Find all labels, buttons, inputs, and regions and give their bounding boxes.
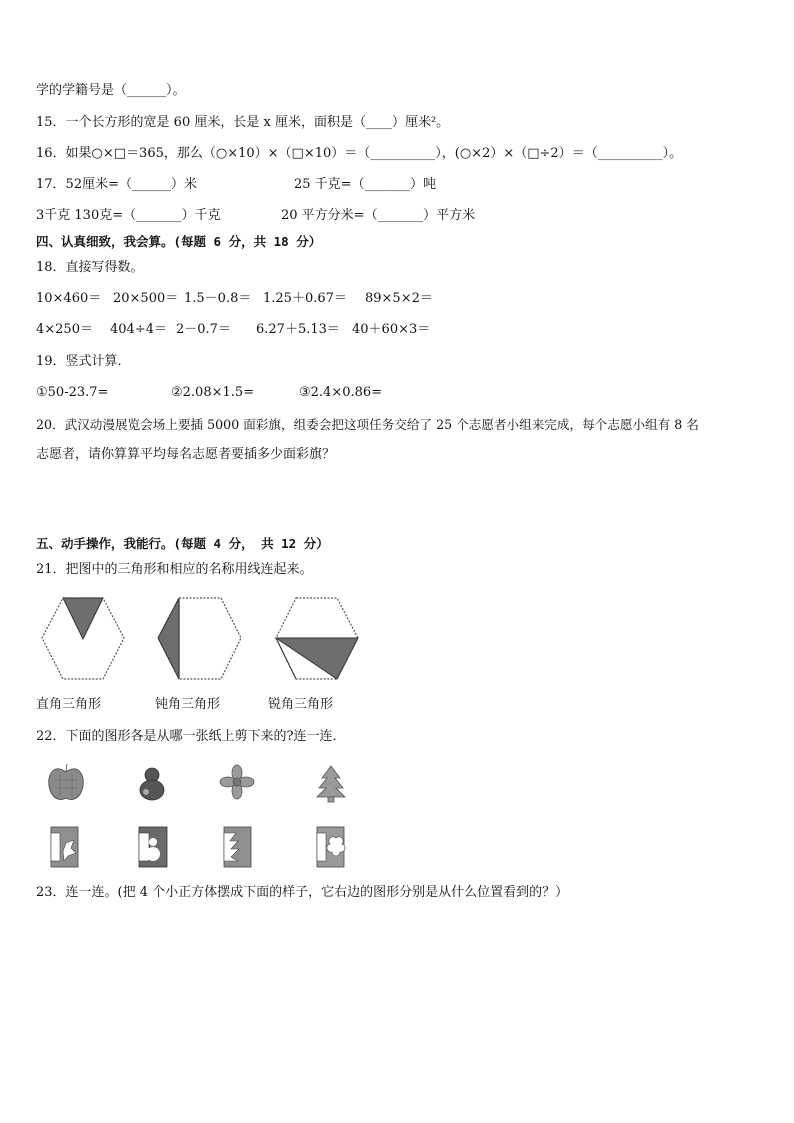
question-17-d: 20 平方分米=（_______）平方米 [281,208,476,223]
calc-item: 20×500＝ [113,291,179,306]
vertical-calc-item: ③2.4×0.86= [299,385,383,400]
calc-item: 1.5－0.8＝ [184,291,252,306]
calc-item: 4×250＝ [36,322,93,337]
paper-with-leaf-hole-icon [51,827,78,867]
label-acute-triangle: 锐角三角形 [268,697,334,712]
question-17-b: 25 千克=（_______）吨 [294,177,437,192]
calc-item: 10×460＝ [36,291,102,306]
question-17-c: 3千克 130克=（_______）千克 [36,208,221,223]
apple-shape-icon [49,764,84,800]
paper-with-gourd-hole-icon [139,827,167,867]
question-23-stem: 23．连一连。(把 4 个小正方体摆成下面的样子，它右边的图形分别是从什么位置看到的？） [36,885,569,900]
paper-with-flower-hole-icon [317,827,345,867]
question-17-a: 17．52厘米=（______）米 [36,177,197,192]
q14-tail: 学的学籍号是（______）。 [36,83,186,98]
calc-item: 6.27＋5.13＝ [256,322,340,337]
question-21-stem: 21．把图中的三角形和相应的名称用线连起来。 [36,562,313,577]
calc-item: 2－0.7＝ [176,322,231,337]
question-18-stem: 18．直接写得数。 [36,260,144,275]
calc-item: 404÷4＝ [110,322,167,337]
calc-item: 89×5×2＝ [365,291,433,306]
label-right-triangle: 直角三角形 [36,697,102,712]
calc-item: 1.25＋0.67＝ [263,291,347,306]
calc-item: 40＋60×3＝ [352,322,431,337]
flower-shape-icon [220,765,254,799]
vertical-calc-item: ①50-23.7= [36,385,109,400]
question-22-stem: 22．下面的图形各是从哪一张纸上剪下来的?连一连． [36,729,346,744]
question-20-line1: 20．武汉动漫展览会场上要插 5000 面彩旗，组委会把这项任务交给了 25 个志愿者小组来完成，每个志愿小组有 8 名 [36,417,699,432]
question-15: 15．一个长方形的宽是 60 厘米，长是 x 厘米，面积是（____）厘米²。 [36,115,450,130]
question-20-line2: 志愿者，请你算算平均每名志愿者要插多少面彩旗？ [36,447,336,462]
label-obtuse-triangle: 钝角三角形 [155,697,221,712]
tree-shape-icon [317,766,345,802]
section-5-heading: 五、动手操作，我能行。(每题 4 分， 共 12 分） [36,536,329,551]
section-4-heading: 四、认真细致，我会算。(每题 6 分，共 18 分） [36,234,322,249]
paper-with-tree-hole-icon [224,827,251,867]
question-19-stem: 19．竖式计算． [36,354,131,369]
vertical-calc-item: ②2.08×1.5= [171,385,255,400]
gourd-shape-icon [140,768,164,800]
question-16: 16．如果○×□＝365，那么（○×10）×（□×10）＝（__________），(○×2）×（□÷2）＝（__________）。 [36,146,683,161]
